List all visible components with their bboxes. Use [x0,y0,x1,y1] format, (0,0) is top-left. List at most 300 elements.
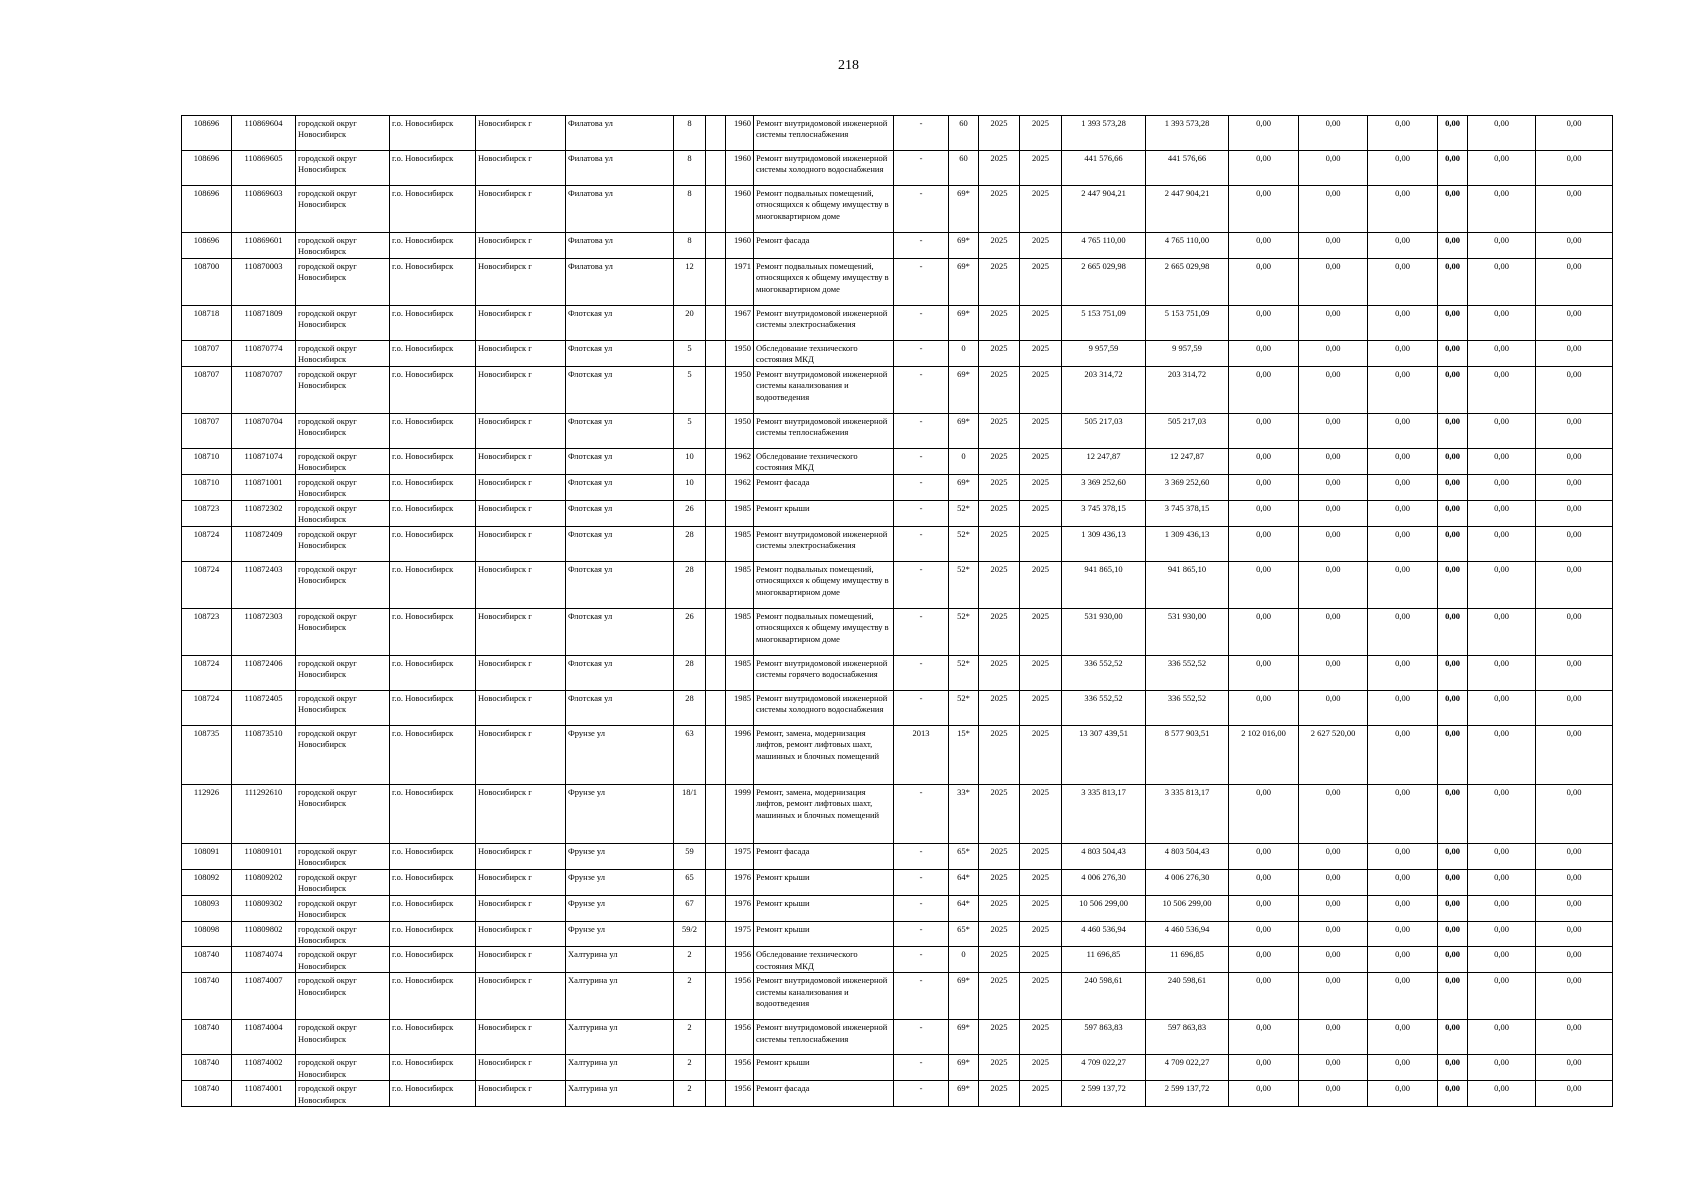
lift-year-cell: 2013 [894,725,949,784]
total-cost-cell: 240 598,61 [1062,973,1146,1020]
build-year-cell: 1960 [726,116,754,151]
wear-percent-cell: 69* [949,186,979,233]
total-cost-cell: 3 745 378,15 [1062,500,1146,526]
municipality-cell: г.о. Новосибирск [390,448,476,474]
funding-4-cell: 0,00 [1438,340,1468,366]
city-cell: Новосибирск г [476,690,566,725]
funding-4-cell: 0,00 [1438,500,1468,526]
fund-cost-cell: 10 506 299,00 [1146,895,1229,921]
funding-5-cell: 0,00 [1468,608,1536,655]
street-cell: Флотская ул [566,305,674,340]
funding-3-cell: 0,00 [1368,258,1438,305]
table-row [182,784,1613,843]
funding-3-cell: 0,00 [1368,116,1438,151]
build-year-cell: 1975 [726,921,754,947]
work-code-cell: 110869603 [232,186,296,233]
work-code-cell: 110873510 [232,725,296,784]
start-year-cell: 2025 [979,1081,1020,1107]
funding-1-cell: 0,00 [1229,413,1299,448]
funding-4-cell: 0,00 [1438,921,1468,947]
house-id-cell: 108724 [182,655,232,690]
build-year-cell: 1956 [726,1020,754,1055]
total-cost-cell: 10 506 299,00 [1062,895,1146,921]
street-cell: Филатова ул [566,258,674,305]
house-id-cell: 108696 [182,116,232,151]
fund-cost-cell: 505 217,03 [1146,413,1229,448]
work-code-cell: 110871074 [232,448,296,474]
okrug-cell: городской округ Новосибирск [296,973,390,1020]
fund-cost-cell: 12 247,87 [1146,448,1229,474]
house-id-cell: 108710 [182,448,232,474]
okrug-cell: городской округ Новосибирск [296,725,390,784]
funding-4-cell: 0,00 [1438,151,1468,186]
end-year-cell: 2025 [1020,725,1062,784]
house-number-cell: 10 [674,474,706,500]
funding-1-cell: 0,00 [1229,947,1299,973]
build-year-cell: 1960 [726,186,754,233]
table-row [182,305,1613,340]
funding-2-cell: 0,00 [1299,921,1368,947]
funding-1-cell: 0,00 [1229,1055,1299,1081]
funding-6-cell: 0,00 [1536,1081,1613,1107]
start-year-cell: 2025 [979,869,1020,895]
total-cost-cell: 531 930,00 [1062,608,1146,655]
total-cost-cell: 1 393 573,28 [1062,116,1146,151]
municipality-cell: г.о. Новосибирск [390,1020,476,1055]
funding-6-cell: 0,00 [1536,784,1613,843]
wear-percent-cell: 69* [949,973,979,1020]
city-cell: Новосибирск г [476,869,566,895]
funding-4-cell: 0,00 [1438,655,1468,690]
funding-6-cell: 0,00 [1536,655,1613,690]
table-row [182,448,1613,474]
lift-year-cell: - [894,921,949,947]
city-cell: Новосибирск г [476,474,566,500]
work-type-cell: Ремонт подвальных помещений, относящихся к общему имуществу в многоквартирном доме [754,608,894,655]
table-row [182,947,1613,973]
street-cell: Фрунзе ул [566,921,674,947]
wear-percent-cell: 60 [949,151,979,186]
city-cell: Новосибирск г [476,655,566,690]
street-cell: Флотская ул [566,500,674,526]
empty-cell [706,608,726,655]
work-code-cell: 110870774 [232,340,296,366]
house-number-cell: 28 [674,526,706,561]
funding-1-cell: 0,00 [1229,690,1299,725]
total-cost-cell: 203 314,72 [1062,366,1146,413]
funding-3-cell: 0,00 [1368,366,1438,413]
wear-percent-cell: 64* [949,869,979,895]
funding-3-cell: 0,00 [1368,947,1438,973]
table-row [182,1081,1613,1107]
city-cell: Новосибирск г [476,973,566,1020]
start-year-cell: 2025 [979,655,1020,690]
end-year-cell: 2025 [1020,258,1062,305]
house-number-cell: 65 [674,869,706,895]
house-number-cell: 2 [674,1020,706,1055]
city-cell: Новосибирск г [476,413,566,448]
okrug-cell: городской округ Новосибирск [296,233,390,259]
funding-4-cell: 0,00 [1438,413,1468,448]
wear-percent-cell: 69* [949,233,979,259]
start-year-cell: 2025 [979,448,1020,474]
empty-cell [706,448,726,474]
house-id-cell: 108724 [182,690,232,725]
funding-6-cell: 0,00 [1536,690,1613,725]
okrug-cell: городской округ Новосибирск [296,366,390,413]
build-year-cell: 1956 [726,1081,754,1107]
total-cost-cell: 2 665 029,98 [1062,258,1146,305]
start-year-cell: 2025 [979,151,1020,186]
house-number-cell: 59 [674,843,706,869]
funding-1-cell: 0,00 [1229,843,1299,869]
wear-percent-cell: 69* [949,1055,979,1081]
work-code-cell: 110874001 [232,1081,296,1107]
funding-2-cell: 0,00 [1299,561,1368,608]
start-year-cell: 2025 [979,947,1020,973]
empty-cell [706,843,726,869]
wear-percent-cell: 64* [949,895,979,921]
funding-5-cell: 0,00 [1468,116,1536,151]
wear-percent-cell: 0 [949,448,979,474]
city-cell: Новосибирск г [476,366,566,413]
empty-cell [706,474,726,500]
empty-cell [706,561,726,608]
table-row [182,340,1613,366]
funding-4-cell: 0,00 [1438,186,1468,233]
capital-repair-table [181,115,1613,1107]
work-type-cell: Ремонт, замена, модернизация лифтов, ремонт лифтовых шахт, машинных и блочных помещений [754,725,894,784]
build-year-cell: 1985 [726,690,754,725]
work-code-cell: 110870704 [232,413,296,448]
funding-2-cell: 0,00 [1299,784,1368,843]
street-cell: Флотская ул [566,526,674,561]
build-year-cell: 1985 [726,608,754,655]
street-cell: Флотская ул [566,561,674,608]
funding-3-cell: 0,00 [1368,608,1438,655]
work-type-cell: Ремонт внутридомовой инженерной системы канализования и водоотведения [754,973,894,1020]
empty-cell [706,151,726,186]
funding-5-cell: 0,00 [1468,843,1536,869]
funding-1-cell: 0,00 [1229,258,1299,305]
end-year-cell: 2025 [1020,1020,1062,1055]
okrug-cell: городской округ Новосибирск [296,895,390,921]
funding-5-cell: 0,00 [1468,973,1536,1020]
total-cost-cell: 441 576,66 [1062,151,1146,186]
build-year-cell: 1996 [726,725,754,784]
end-year-cell: 2025 [1020,895,1062,921]
funding-2-cell: 0,00 [1299,655,1368,690]
funding-2-cell: 0,00 [1299,1055,1368,1081]
funding-5-cell: 0,00 [1468,233,1536,259]
street-cell: Фрунзе ул [566,843,674,869]
street-cell: Халтурина ул [566,973,674,1020]
house-number-cell: 5 [674,340,706,366]
house-number-cell: 8 [674,186,706,233]
municipality-cell: г.о. Новосибирск [390,500,476,526]
end-year-cell: 2025 [1020,448,1062,474]
street-cell: Филатова ул [566,233,674,259]
table-row [182,151,1613,186]
funding-3-cell: 0,00 [1368,500,1438,526]
start-year-cell: 2025 [979,413,1020,448]
funding-1-cell: 0,00 [1229,608,1299,655]
street-cell: Флотская ул [566,474,674,500]
funding-2-cell: 0,00 [1299,116,1368,151]
lift-year-cell: - [894,258,949,305]
street-cell: Флотская ул [566,690,674,725]
total-cost-cell: 13 307 439,51 [1062,725,1146,784]
funding-3-cell: 0,00 [1368,895,1438,921]
total-cost-cell: 11 696,85 [1062,947,1146,973]
work-type-cell: Ремонт подвальных помещений, относящихся к общему имуществу в многоквартирном доме [754,186,894,233]
funding-2-cell: 0,00 [1299,474,1368,500]
funding-5-cell: 0,00 [1468,258,1536,305]
house-number-cell: 8 [674,116,706,151]
empty-cell [706,655,726,690]
fund-cost-cell: 2 599 137,72 [1146,1081,1229,1107]
city-cell: Новосибирск г [476,1055,566,1081]
work-type-cell: Ремонт подвальных помещений, относящихся к общему имуществу в многоквартирном доме [754,258,894,305]
table-row [182,725,1613,784]
table-row [182,690,1613,725]
lift-year-cell: - [894,413,949,448]
fund-cost-cell: 240 598,61 [1146,973,1229,1020]
city-cell: Новосибирск г [476,258,566,305]
work-code-cell: 111292610 [232,784,296,843]
work-code-cell: 110872405 [232,690,296,725]
okrug-cell: городской округ Новосибирск [296,1020,390,1055]
funding-4-cell: 0,00 [1438,947,1468,973]
lift-year-cell: - [894,690,949,725]
okrug-cell: городской округ Новосибирск [296,116,390,151]
end-year-cell: 2025 [1020,608,1062,655]
funding-6-cell: 0,00 [1536,413,1613,448]
municipality-cell: г.о. Новосибирск [390,895,476,921]
empty-cell [706,895,726,921]
end-year-cell: 2025 [1020,973,1062,1020]
total-cost-cell: 4 460 536,94 [1062,921,1146,947]
empty-cell [706,233,726,259]
build-year-cell: 1962 [726,448,754,474]
lift-year-cell: - [894,186,949,233]
build-year-cell: 1985 [726,526,754,561]
work-type-cell: Ремонт, замена, модернизация лифтов, ремонт лифтовых шахт, машинных и блочных помещений [754,784,894,843]
lift-year-cell: - [894,973,949,1020]
build-year-cell: 1956 [726,1055,754,1081]
funding-3-cell: 0,00 [1368,526,1438,561]
okrug-cell: городской округ Новосибирск [296,526,390,561]
wear-percent-cell: 69* [949,366,979,413]
street-cell: Халтурина ул [566,1081,674,1107]
funding-3-cell: 0,00 [1368,1081,1438,1107]
funding-6-cell: 0,00 [1536,186,1613,233]
empty-cell [706,116,726,151]
work-code-cell: 110809302 [232,895,296,921]
funding-4-cell: 0,00 [1438,305,1468,340]
funding-5-cell: 0,00 [1468,305,1536,340]
work-type-cell: Ремонт фасада [754,474,894,500]
street-cell: Халтурина ул [566,947,674,973]
work-type-cell: Ремонт внутридомовой инженерной системы теплоснабжения [754,413,894,448]
build-year-cell: 1976 [726,895,754,921]
house-number-cell: 26 [674,500,706,526]
house-id-cell: 108740 [182,973,232,1020]
funding-1-cell: 2 102 016,00 [1229,725,1299,784]
municipality-cell: г.о. Новосибирск [390,1055,476,1081]
street-cell: Флотская ул [566,448,674,474]
funding-6-cell: 0,00 [1536,1020,1613,1055]
wear-percent-cell: 0 [949,340,979,366]
funding-6-cell: 0,00 [1536,116,1613,151]
municipality-cell: г.о. Новосибирск [390,869,476,895]
lift-year-cell: - [894,305,949,340]
table-row [182,1020,1613,1055]
municipality-cell: г.о. Новосибирск [390,608,476,655]
total-cost-cell: 3 335 813,17 [1062,784,1146,843]
table-row [182,366,1613,413]
municipality-cell: г.о. Новосибирск [390,413,476,448]
build-year-cell: 1950 [726,413,754,448]
empty-cell [706,869,726,895]
city-cell: Новосибирск г [476,895,566,921]
funding-3-cell: 0,00 [1368,1020,1438,1055]
fund-cost-cell: 597 863,83 [1146,1020,1229,1055]
house-number-cell: 67 [674,895,706,921]
total-cost-cell: 5 153 751,09 [1062,305,1146,340]
end-year-cell: 2025 [1020,655,1062,690]
fund-cost-cell: 1 309 436,13 [1146,526,1229,561]
empty-cell [706,1081,726,1107]
empty-cell [706,413,726,448]
start-year-cell: 2025 [979,1055,1020,1081]
total-cost-cell: 941 865,10 [1062,561,1146,608]
funding-2-cell: 0,00 [1299,947,1368,973]
okrug-cell: городской округ Новосибирск [296,561,390,608]
street-cell: Флотская ул [566,608,674,655]
fund-cost-cell: 4 803 504,43 [1146,843,1229,869]
house-id-cell: 108724 [182,561,232,608]
wear-percent-cell: 65* [949,843,979,869]
wear-percent-cell: 60 [949,116,979,151]
funding-2-cell: 0,00 [1299,305,1368,340]
table-row [182,116,1613,151]
city-cell: Новосибирск г [476,340,566,366]
empty-cell [706,947,726,973]
lift-year-cell: - [894,474,949,500]
build-year-cell: 1975 [726,843,754,869]
work-code-cell: 110872303 [232,608,296,655]
house-id-cell: 108718 [182,305,232,340]
funding-6-cell: 0,00 [1536,151,1613,186]
house-id-cell: 108740 [182,1055,232,1081]
okrug-cell: городской округ Новосибирск [296,921,390,947]
okrug-cell: городской округ Новосибирск [296,340,390,366]
funding-4-cell: 0,00 [1438,869,1468,895]
end-year-cell: 2025 [1020,921,1062,947]
street-cell: Флотская ул [566,340,674,366]
okrug-cell: городской округ Новосибирск [296,258,390,305]
municipality-cell: г.о. Новосибирск [390,340,476,366]
house-id-cell: 108707 [182,413,232,448]
total-cost-cell: 4 006 276,30 [1062,869,1146,895]
end-year-cell: 2025 [1020,784,1062,843]
street-cell: Фрунзе ул [566,725,674,784]
lift-year-cell: - [894,895,949,921]
funding-6-cell: 0,00 [1536,474,1613,500]
start-year-cell: 2025 [979,895,1020,921]
okrug-cell: городской округ Новосибирск [296,608,390,655]
okrug-cell: городской округ Новосибирск [296,843,390,869]
fund-cost-cell: 4 765 110,00 [1146,233,1229,259]
street-cell: Филатова ул [566,116,674,151]
okrug-cell: городской округ Новосибирск [296,413,390,448]
house-number-cell: 59/2 [674,921,706,947]
funding-2-cell: 0,00 [1299,448,1368,474]
table-row [182,474,1613,500]
house-id-cell: 108700 [182,258,232,305]
funding-2-cell: 0,00 [1299,340,1368,366]
table-row [182,608,1613,655]
funding-5-cell: 0,00 [1468,186,1536,233]
funding-5-cell: 0,00 [1468,340,1536,366]
house-id-cell: 108735 [182,725,232,784]
funding-1-cell: 0,00 [1229,895,1299,921]
build-year-cell: 1967 [726,305,754,340]
street-cell: Филатова ул [566,151,674,186]
end-year-cell: 2025 [1020,947,1062,973]
funding-2-cell: 0,00 [1299,526,1368,561]
funding-2-cell: 0,00 [1299,500,1368,526]
lift-year-cell: - [894,366,949,413]
okrug-cell: городской округ Новосибирск [296,474,390,500]
funding-1-cell: 0,00 [1229,448,1299,474]
end-year-cell: 2025 [1020,233,1062,259]
funding-2-cell: 0,00 [1299,258,1368,305]
house-number-cell: 2 [674,1081,706,1107]
funding-3-cell: 0,00 [1368,340,1438,366]
work-type-cell: Обследование технического состояния МКД [754,340,894,366]
lift-year-cell: - [894,655,949,690]
house-id-cell: 108723 [182,500,232,526]
funding-1-cell: 0,00 [1229,474,1299,500]
start-year-cell: 2025 [979,500,1020,526]
funding-1-cell: 0,00 [1229,526,1299,561]
work-type-cell: Ремонт фасада [754,1081,894,1107]
city-cell: Новосибирск г [476,784,566,843]
build-year-cell: 1960 [726,151,754,186]
funding-6-cell: 0,00 [1536,843,1613,869]
work-code-cell: 110874002 [232,1055,296,1081]
wear-percent-cell: 52* [949,561,979,608]
funding-4-cell: 0,00 [1438,973,1468,1020]
table-row [182,921,1613,947]
funding-6-cell: 0,00 [1536,895,1613,921]
empty-cell [706,500,726,526]
start-year-cell: 2025 [979,843,1020,869]
funding-3-cell: 0,00 [1368,1055,1438,1081]
fund-cost-cell: 1 393 573,28 [1146,116,1229,151]
funding-5-cell: 0,00 [1468,413,1536,448]
start-year-cell: 2025 [979,561,1020,608]
start-year-cell: 2025 [979,116,1020,151]
municipality-cell: г.о. Новосибирск [390,474,476,500]
build-year-cell: 1962 [726,474,754,500]
house-id-cell: 108093 [182,895,232,921]
funding-6-cell: 0,00 [1536,869,1613,895]
house-number-cell: 2 [674,1055,706,1081]
funding-5-cell: 0,00 [1468,947,1536,973]
